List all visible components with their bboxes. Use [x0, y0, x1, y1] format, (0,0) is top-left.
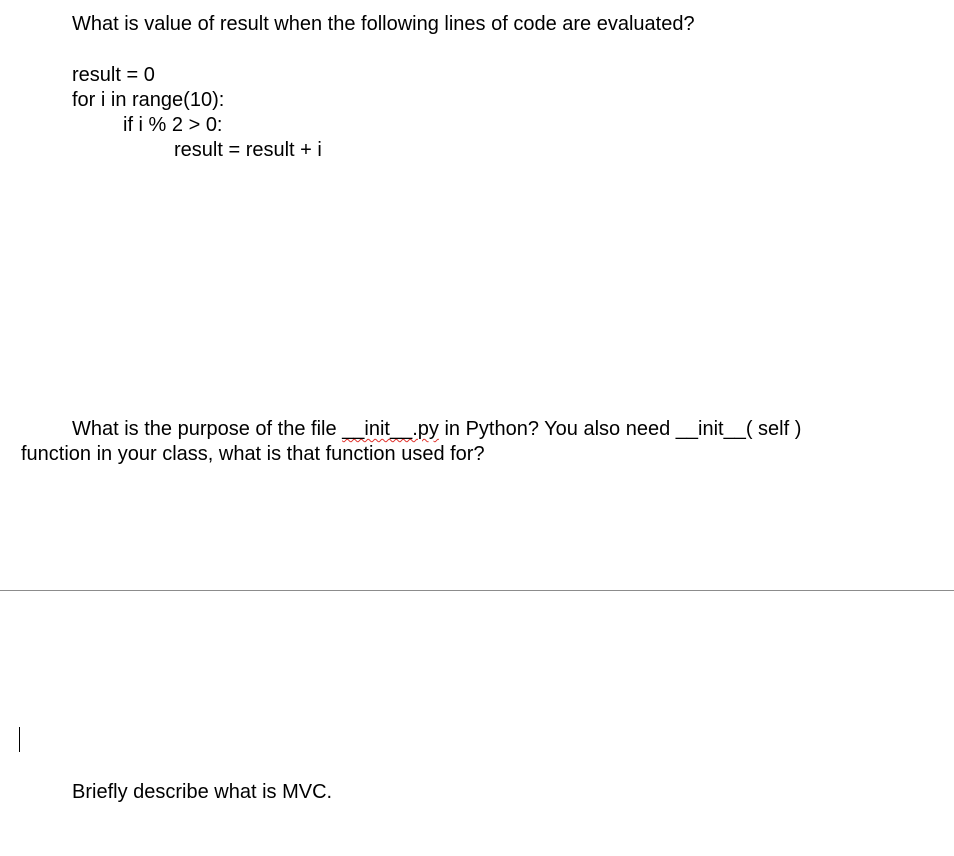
question-2-prefix: What is the purpose of the file — [72, 418, 343, 440]
code-line-3: if i % 2 > 0: — [123, 114, 223, 136]
question-1-prompt: What is value of result when the following lines of code are evaluated? — [72, 13, 695, 35]
code-line-2: for i in range(10): — [72, 89, 225, 111]
question-2-line-2: function in your class, what is that function used for? — [21, 443, 485, 465]
question-2-middle: in Python? You also need — [438, 418, 676, 440]
question-2-line-1 — [72, 417, 801, 442]
code-line-1: result = 0 — [72, 64, 155, 86]
init-function-name: __init__( self ) — [675, 418, 802, 440]
code-line-4: result = result + i — [174, 139, 322, 161]
section-divider — [0, 590, 954, 591]
text-cursor[interactable] — [19, 727, 20, 752]
init-py-filename: __init__.py — [342, 418, 439, 440]
question-3-prompt: Briefly describe what is MVC. — [72, 781, 333, 803]
